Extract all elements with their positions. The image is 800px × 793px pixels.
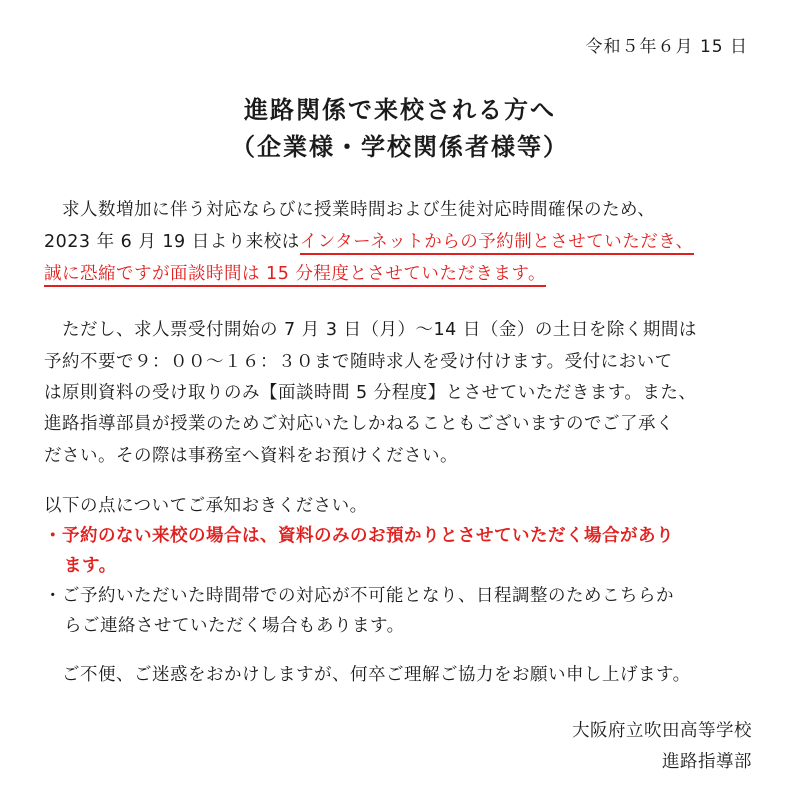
department-name: 進路指導部 <box>662 752 752 772</box>
closing-text: ご不便、ご迷惑をおかけしますが、何卒ご理解ご協力をお願い申し上げます。 <box>44 665 691 685</box>
note-item1-line1: ・予約のない来校の場合は、資料のみのお預かりとさせていただく場合があり <box>44 526 674 546</box>
reservation-notice-highlight: インターネットからの予約制とさせていただき、 <box>300 232 694 255</box>
note-item2-line1: ・ご予約いただいた時間帯での対応が不可能となり、日程調整のためこちらか <box>44 586 674 606</box>
para1-line3 <box>44 260 546 285</box>
notice-subtitle: （企業様・学校関係者様等） <box>231 133 569 161</box>
para2-line3: は原則資料の受け取りのみ【面談時間 5 分程度】とさせていただきます。また、 <box>44 383 697 403</box>
note-item2-line2: らご連絡させていただく場合もあります。 <box>64 616 405 636</box>
para1-line2 <box>44 228 694 253</box>
para1-line2-prefix: 2023 年 6 月 19 日より来校は <box>44 232 300 252</box>
para2-line5: ださい。その際は事務室へ資料をお預けください。 <box>44 446 458 466</box>
school-name: 大阪府立吹田高等学校 <box>572 721 752 741</box>
para2-line4: 進路指導部員が授業のためご対応いたしかねることもございますのでご了承く <box>44 414 674 434</box>
note-item1-line2: ます。 <box>64 556 117 576</box>
para2-line1: ただし、求人票受付開始の 7 月 3 日（月）～14 日（金）の土日を除く期間は <box>44 320 697 340</box>
notice-title: 進路関係で来校される方へ <box>244 96 556 124</box>
interview-time-highlight: 誠に恐縮ですが面談時間は 15 分程度とさせていただきます。 <box>44 264 546 287</box>
para1-line1: 求人数増加に伴う対応ならびに授業時間および生徒対応時間確保のため、 <box>44 200 656 220</box>
para2-line2: 予約不要で９：００～１６：３０まで随時求人を受け付けます。受付において <box>44 352 673 372</box>
issue-date: 令和５年６月 15 日 <box>585 37 748 57</box>
notes-intro: 以下の点についてご承知おきください。 <box>44 496 368 516</box>
